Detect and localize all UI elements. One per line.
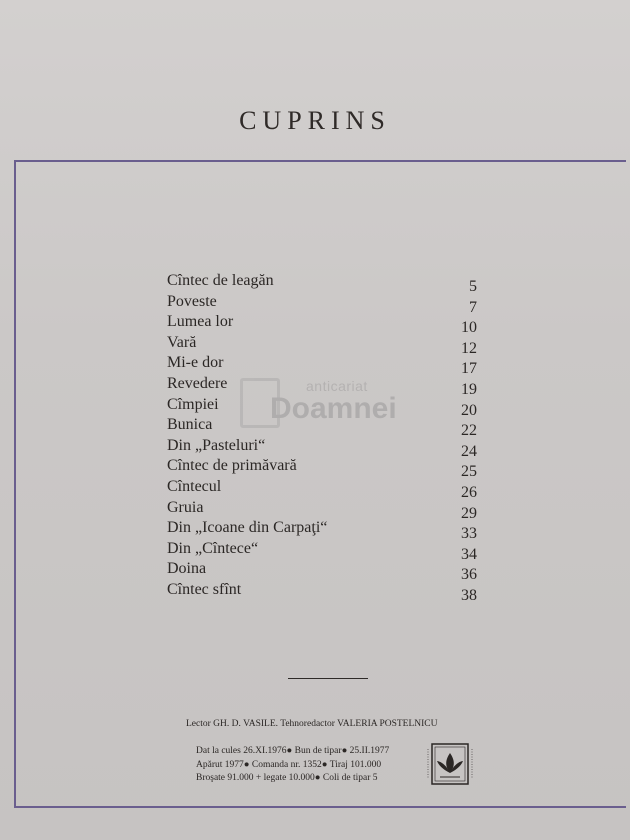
imprint-block xyxy=(196,745,389,786)
printing-house-logo-icon xyxy=(424,743,476,785)
toc-entry xyxy=(167,312,477,337)
toc-entry-page: 10 xyxy=(461,319,477,337)
toc-entry-page: 26 xyxy=(461,483,477,501)
imprint-line: Dat la cules 26.XI.1976● Bun de tipar● 25.II.1977 xyxy=(196,746,390,756)
toc-entry xyxy=(167,580,477,604)
toc-entry-page: 24 xyxy=(461,442,477,460)
toc-entry-title: Revedere xyxy=(167,374,228,392)
toc-entry-title: Gruia xyxy=(167,498,204,516)
imprint-line: Broşate 91.000 + legate 10.000● Coli de tipar 5 xyxy=(196,773,378,783)
toc-entry-page: 38 xyxy=(461,586,477,604)
toc-entry xyxy=(167,353,477,378)
toc-entry-page: 34 xyxy=(461,545,477,563)
toc-entry-page: 12 xyxy=(461,339,477,357)
toc-entry-title: Cîntec de leagăn xyxy=(167,272,274,289)
toc-entry-title: Doina xyxy=(167,560,207,578)
toc-entry-page: 25 xyxy=(461,463,477,481)
toc-entry xyxy=(167,271,477,295)
toc-entry-title: Bunica xyxy=(167,416,213,434)
toc-entry xyxy=(167,456,477,481)
toc-entry xyxy=(167,477,477,501)
divider xyxy=(288,678,368,679)
toc-entry xyxy=(167,539,477,563)
toc-entry-title: Din „Pasteluri“ xyxy=(167,436,266,454)
credits-line: Lector GH. D. VASILE. Tehnoredactor VALERIA POSTELNICU xyxy=(186,719,438,729)
toc-entry xyxy=(167,498,477,522)
toc-entry-title: Cîntec de primăvară xyxy=(167,457,297,475)
toc-entry-page: 19 xyxy=(461,380,477,398)
toc-entry-title: Mi-e dor xyxy=(167,354,224,372)
toc-entry-page: 20 xyxy=(461,401,477,419)
toc-entry-page: 36 xyxy=(461,566,477,584)
toc-entry xyxy=(167,292,477,316)
toc-entry-title: Lumea lor xyxy=(167,313,234,331)
toc-entry-page: 5 xyxy=(469,278,477,295)
toc-entry xyxy=(167,436,477,460)
toc-entry-page: 7 xyxy=(469,298,477,316)
toc-entry xyxy=(167,518,477,543)
toc-entry-page: 29 xyxy=(461,504,477,522)
toc-entry-page: 17 xyxy=(461,360,477,378)
toc-entry-title: Cîmpiei xyxy=(167,395,219,413)
imprint-line: Apărut 1977● Comanda nr. 1352● Tiraj 101.000 xyxy=(196,759,382,770)
toc-entry-title: Din „Cîntece“ xyxy=(167,539,259,557)
page-title: CUPRINS xyxy=(239,106,391,135)
toc-entry-page: 22 xyxy=(461,422,477,440)
toc-entry-title: Poveste xyxy=(167,292,217,310)
watermark-small-text: anticariat xyxy=(306,378,368,394)
toc-entry xyxy=(167,333,477,357)
toc-entry-title: Din „Icoane din Carpaţi“ xyxy=(167,519,328,537)
toc-entry-page: 33 xyxy=(461,525,477,543)
watermark xyxy=(240,376,410,436)
toc-entry-title: Cîntecul xyxy=(167,477,222,495)
toc-entry xyxy=(167,559,477,584)
toc-entry-title: Vară xyxy=(167,333,197,351)
watermark-big-text: Doamnei xyxy=(270,392,397,425)
toc-entry-title: Cîntec sfînt xyxy=(167,580,242,598)
